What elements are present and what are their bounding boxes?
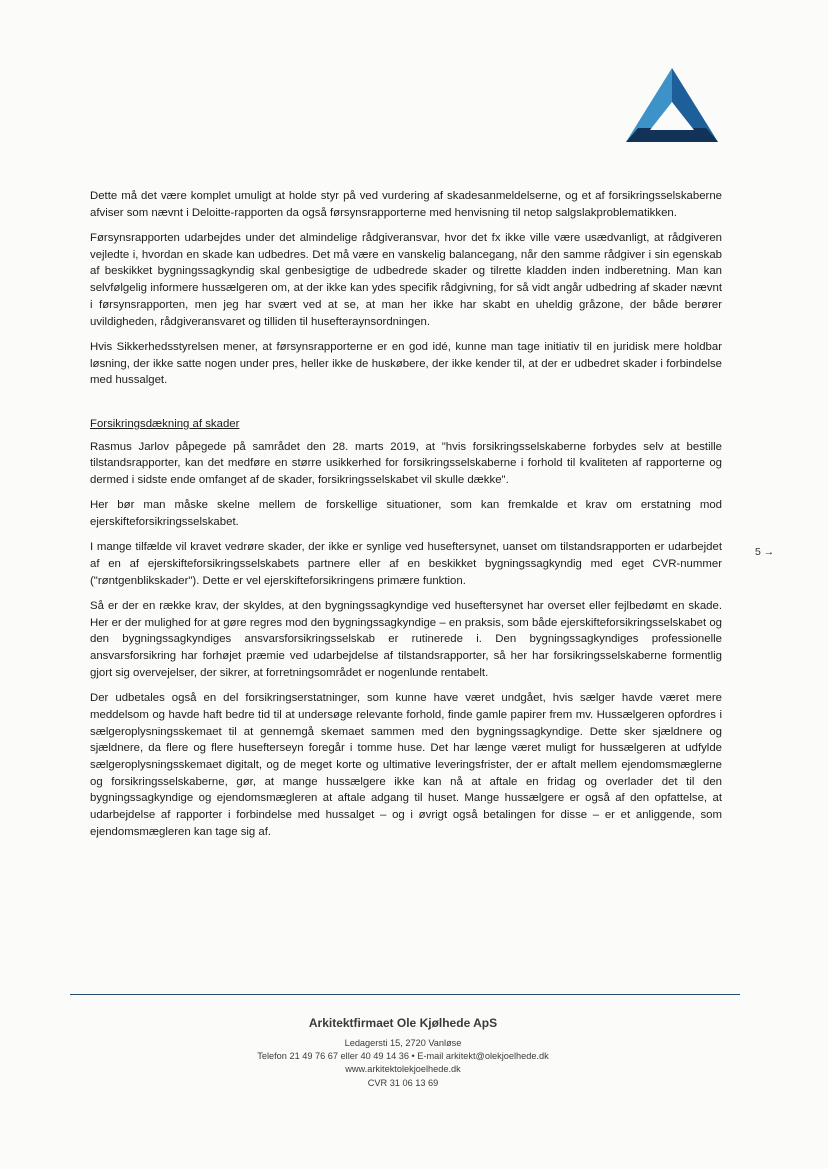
paragraph-5: Her bør man måske skelne mellem de forskellige situationer, som kan fremkalde et krav om erstatning mod ejerskifteforsikringsselskabet. bbox=[90, 499, 722, 529]
company-website: www.arkitektolekjoelhede.dk bbox=[345, 1064, 461, 1075]
letter-body bbox=[90, 188, 722, 849]
company-logo bbox=[626, 68, 718, 142]
paragraph-8: Der udbetales også en del forsikringserstatninger, som kunne have været undgået, hvis sælger havde været mere meddelsom og havde haft bedre tid til at undersøge relevante forhold, finde gamle papirer frem mv. Hussælgeren opfordres i sælgeroplysningsskemaet til at gennemgå skemaet sammen med den bygningssagkyndige. Dette sker sjældnere og sjældnere, da flere og flere husefterseyn foregår i tomme huse. Det har længe været muligt for hussælgeren at udfylde sælgeroplysningsskemaet digitalt, og de meget korte og ultimative leveringsfrister, der er aftalt mellem ejendomsmæglerne og forsikringsselskaberne, gør, at mange hussælgere ikke kan nå at aftale en fridag og overlader det til den bygningssagkyndige og ejendomsmægleren at aftale adgang til huset. Mange hussælgere er også af den opfattelse, at udarbejdelse af rapporter i forbindelse med hussalget – og i øvrigt også betalingen for disse – er et anliggende, som ejendomsmægleren kan tage sig af. bbox=[90, 692, 722, 838]
paragraph-3: Hvis Sikkerhedsstyrelsen mener, at førsynsrapporterne er en god idé, kunne man tage initiativ til en juridisk mere holdbar løsning, der ikke satte nogen under pres, heller ikke de huskøbere, der ikke kender til, at der er udbedret skader i forbindelse med hussalget. bbox=[90, 340, 722, 387]
company-name: Arkitektfirmaet Ole Kjølhede ApS bbox=[308, 1016, 498, 1030]
company-address: Ledagersti 15, 2720 Vanløse bbox=[344, 1038, 462, 1048]
footer-divider bbox=[70, 994, 740, 995]
section-heading: Forsikringsdækning af skader bbox=[90, 417, 240, 430]
paragraph-1: Dette må det være komplet umuligt at holde styr på ved vurdering af skadesanmeldelserne, og et af forsikringsselskaberne afviser som nævnt i Deloitte-rapporten da også førsynsrapporterne med henvisning til netop salgslakproblematikken. bbox=[90, 190, 722, 219]
paragraph-6: I mange tilfælde vil kravet vedrøre skader, der ikke er synlige ved huseftersynet, uanset om tilstandsrapporten er udarbejdet af en af ejerskifteforsikringsselskabets partnere eller af en beskikket bygningssagkyndig med eget CVR-nummer ("røntgenblikskader"). Dette er vel ejerskifteforsikringens primære funktion. bbox=[90, 541, 722, 587]
paragraph-7: Så er der en række krav, der skyldes, at den bygningssagkyndige ved huseftersynet har overset eller fejlbedømt en skade. Her er der mulighed for at gøre regres mod den bygningssagkyndige – en praksis, som både ejerskifteforsikringsselskabet og den bygningssagkyndiges ansvarsforsikringsselskab er rutinerede i. Den bygningssagkyndiges professionelle ansvarsforsikring har forhøjet præmie ved udarbejdelse af tilstandsrapporter, så her har forsikringsselskaberne formentlig gjort sig overvejelser, der sikrer, at forretningsområdet er nogenlunde rentabelt. bbox=[90, 600, 722, 679]
paragraph-2: Førsynsrapporten udarbejdes under det almindelige rådgiveransvar, hvor det fx ikke ville være usædvanligt, at rådgiveren vejledte i, hvordan en skade kan udbedres. Det må være en vanskelig balancegang, når den samme rådgiver i sin egenskab af beskikket bygningssagkyndig skal genbesigtige de udbedrede skader og tilrette kladden inden indberetning. Man kan selvfølgelig informere hussælgeren om, at der ikke kan ydes specifik rådgivning, for så vidt angår udbedring af skader nævnt i førsynsrapporten, men jeg har svært ved at se, at man her ikke har skabt en uheldig gråzone, der både berører uvildigheden, rådgiveransvaret og tilliden til husefteraynsordningen. bbox=[90, 232, 722, 328]
company-contact: Telefon 21 49 76 67 eller 40 49 14 36 • E-mail arkitekt@olekjoelhede.dk bbox=[257, 1051, 549, 1062]
paragraph-4: Rasmus Jarlov påpegede på samrådet den 28. marts 2019, at "hvis forsikringsselskaberne forbydes selv at bestille tilstandsrapporter, kan det medføre en større usikkerhed for forsikringsselskaberne i forhold til kvaliteten af rapporterne og dermed i sidste ende omfanget af de skader, forsikringsselskabet vil skulle dække". bbox=[90, 440, 722, 487]
triangle-logo-icon bbox=[626, 68, 718, 142]
next-page-indicator: 5 → bbox=[755, 546, 775, 558]
company-cvr: CVR 31 06 13 69 bbox=[367, 1077, 439, 1088]
letterhead-footer bbox=[170, 1016, 636, 1090]
